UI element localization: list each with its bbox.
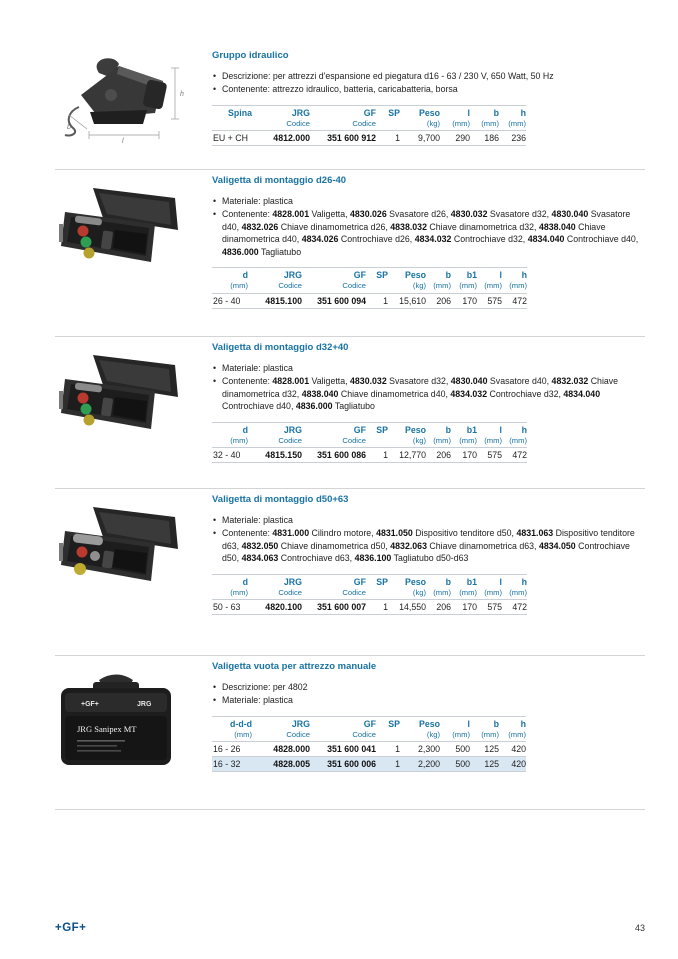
table-cell: 125 xyxy=(484,759,499,770)
column-header: SP xyxy=(376,576,388,587)
bullet-item xyxy=(212,195,645,207)
column-header: Peso (kg) xyxy=(404,576,426,597)
table-row xyxy=(212,600,527,615)
section-valigetta-vuota xyxy=(55,656,645,809)
table-cell: 575 xyxy=(487,602,502,613)
table-cell: 32 - 40 xyxy=(213,450,241,461)
table-row xyxy=(212,293,527,308)
bullet-text: Contenente: 4828.001 Valigetta, 4830.026 Svasatore d26, 4830.032 Svasatore d32, 4830.040 Svasatore d40, 4832.026 Chiave dinamometrica d26, 4838.032 Chiave dinamometrica d32, 4838.040 Chiave dinamometrica d40, 4834.026 Controchiave d26, 4834.032 Controchiave d32, 4834.040 Controchiave d40, 4836.000 Tagliatubo xyxy=(222,209,639,257)
product-title: Valigetta di montaggio d32+40 xyxy=(212,342,349,353)
table-cell: 16 - 26 xyxy=(213,744,241,755)
table-row xyxy=(212,131,526,146)
column-header: d (mm) xyxy=(230,576,248,597)
table-cell: 26 - 40 xyxy=(213,295,241,306)
product-title: Gruppo idraulico xyxy=(212,50,289,61)
column-header: GF Codice xyxy=(352,718,376,739)
table-cell: 351 600 912 xyxy=(327,133,376,144)
column-header: SP xyxy=(388,718,400,729)
product-details xyxy=(212,656,645,809)
column-header: l (mm) xyxy=(452,107,470,128)
table-cell: 4828.000 xyxy=(273,744,310,755)
table-cell: 2,200 xyxy=(417,759,440,770)
bullet-text: Materiale: plastica xyxy=(222,695,293,706)
table-cell: 170 xyxy=(462,450,477,461)
product-bullets xyxy=(212,681,645,707)
bullet-text: Contenente: 4831.000 Cilindro motore, 4831.050 Dispositivo tenditore d50, 4831.063 Dispositivo tenditore d63, 4832.050 Chiave dinamometrica d50, 4832.063 Chiave dinamometrica d63, 4834.050 Controchiave d50, 4834.063 Controchiave d63, 4836.100 Tagliatubo d50-d63 xyxy=(222,528,635,564)
table-cell: 575 xyxy=(487,450,502,461)
column-header: b (mm) xyxy=(481,107,499,128)
page-number: 43 xyxy=(634,923,645,933)
product-bullets xyxy=(212,70,645,96)
table-cell: 351 600 006 xyxy=(327,759,376,770)
table-cell: 1 xyxy=(383,450,388,461)
table-cell: 290 xyxy=(455,133,470,144)
bullet-text: Materiale: plastica xyxy=(222,196,293,206)
table-cell: 351 600 041 xyxy=(327,744,376,755)
table-cell: 9,700 xyxy=(417,133,440,144)
open-toolcase-image xyxy=(59,184,183,266)
table-cell: 4812.000 xyxy=(273,133,310,144)
table-cell: 351 600 086 xyxy=(317,450,366,461)
dimension-label-b: b xyxy=(67,124,71,131)
bullet-item xyxy=(212,375,645,412)
column-header: d (mm) xyxy=(230,270,248,291)
column-header: JRG Codice xyxy=(278,424,302,445)
table-cell: 186 xyxy=(484,133,499,144)
column-header: d (mm) xyxy=(230,424,248,445)
product-image-column xyxy=(55,337,212,488)
product-image-column xyxy=(55,45,212,169)
table-cell: 1 xyxy=(395,759,400,770)
bullet-item xyxy=(212,208,645,258)
hydraulic-tool-image xyxy=(59,51,191,145)
column-header: b (mm) xyxy=(433,576,451,597)
column-header: b (mm) xyxy=(481,718,499,739)
open-toolcase-image xyxy=(59,351,183,433)
column-header: Peso (kg) xyxy=(418,107,440,128)
table-cell: 206 xyxy=(436,450,451,461)
product-title: Valigetta vuota per attrezzo manuale xyxy=(212,661,377,672)
column-header: GF Codice xyxy=(342,576,366,597)
column-header: h (mm) xyxy=(509,424,527,445)
bullet-item xyxy=(212,83,645,95)
column-header: h (mm) xyxy=(508,107,526,128)
column-header: b1 (mm) xyxy=(459,424,477,445)
bullet-text: Contenente: 4828.001 Valigetta, 4830.032 Svasatore d32, 4830.040 Svasatore d40, 4832.032 Chiave dinamometrica d32, 4838.040 Chiave dinamometrica d40, 4834.032 Controchiave d32, 4834.040 Controchiave d40, 4836.000 Tagliatubo xyxy=(222,376,619,412)
product-title: Valigetta di montaggio d26-40 xyxy=(212,175,347,186)
table-cell: 351 600 094 xyxy=(317,295,366,306)
product-details xyxy=(212,489,645,655)
bullet-item xyxy=(212,514,645,526)
column-header: SP xyxy=(376,424,388,435)
column-header: l (mm) xyxy=(484,576,502,597)
column-header: h (mm) xyxy=(509,576,527,597)
bullet-text: Materiale: plastica xyxy=(222,515,293,525)
table-cell: 16 - 32 xyxy=(213,759,241,770)
table-cell: 2,300 xyxy=(417,744,440,755)
column-header: d-d-d (mm) xyxy=(230,718,252,739)
product-details xyxy=(212,45,645,169)
column-header: GF Codice xyxy=(342,270,366,291)
product-image-column xyxy=(55,170,212,336)
bullet-item xyxy=(212,362,645,374)
section-valigetta-d26-40 xyxy=(55,170,645,336)
product-image-column xyxy=(55,656,212,809)
column-header: l (mm) xyxy=(452,718,470,739)
bullet-text: Descrizione: per attrezzi d'espansione ed piegatura d16 - 63 / 230 V, 650 Watt, 50 Hz xyxy=(222,71,554,81)
bullet-item xyxy=(212,527,645,564)
product-spec-table xyxy=(212,267,527,308)
column-header: Peso (kg) xyxy=(418,718,440,739)
table-cell: 206 xyxy=(436,295,451,306)
bullet-item xyxy=(212,694,645,706)
open-toolcase-image xyxy=(59,503,183,585)
section-valigetta-d32-40 xyxy=(55,337,645,488)
section-divider xyxy=(55,809,645,810)
table-cell: 12,770 xyxy=(399,450,426,461)
table-cell: 472 xyxy=(512,295,527,306)
table-cell: 236 xyxy=(511,133,526,144)
table-cell: 472 xyxy=(512,450,527,461)
bullet-item xyxy=(212,70,645,82)
table-cell: 4820.100 xyxy=(265,602,302,613)
column-header: Peso (kg) xyxy=(404,424,426,445)
dimension-label-h: h xyxy=(180,91,184,98)
table-cell: 1 xyxy=(395,744,400,755)
column-header: GF Codice xyxy=(352,107,376,128)
case-brand-text: +GF+ xyxy=(81,701,99,708)
table-row xyxy=(212,757,526,772)
bullet-text: Descrizione: per 4802 xyxy=(222,682,308,692)
column-header: Peso (kg) xyxy=(404,270,426,291)
table-row xyxy=(212,742,526,757)
closed-toolcase-image xyxy=(57,666,175,768)
column-header: Spina xyxy=(228,107,252,118)
table-cell: 575 xyxy=(487,295,502,306)
table-cell: 500 xyxy=(455,759,470,770)
gf-logo: +GF+ xyxy=(55,922,87,934)
bullet-text: Contenente: attrezzo idraulico, batteria, caricabatteria, borsa xyxy=(222,84,458,95)
column-header: JRG Codice xyxy=(278,270,302,291)
column-header: GF Codice xyxy=(342,424,366,445)
table-cell: 420 xyxy=(511,759,526,770)
product-details xyxy=(212,337,645,488)
table-cell: 351 600 007 xyxy=(317,602,366,613)
table-cell: 125 xyxy=(484,744,499,755)
table-cell: 420 xyxy=(511,744,526,755)
section-gruppo-idraulico xyxy=(55,45,645,169)
page-footer xyxy=(55,922,645,934)
product-spec-table xyxy=(212,716,526,772)
column-header: b1 (mm) xyxy=(459,576,477,597)
section-valigetta-d50-63 xyxy=(55,489,645,655)
table-cell: EU + CH xyxy=(213,133,248,144)
column-header: b (mm) xyxy=(433,424,451,445)
table-cell: 50 - 63 xyxy=(213,602,241,613)
product-bullets xyxy=(212,362,645,413)
column-header: l (mm) xyxy=(484,270,502,291)
table-cell: 170 xyxy=(462,295,477,306)
table-cell: 500 xyxy=(455,744,470,755)
dimension-label-l: l xyxy=(122,138,124,145)
product-bullets xyxy=(212,195,645,258)
bullet-item xyxy=(212,681,645,693)
case-brand2-text: JRG xyxy=(137,701,152,708)
bullet-text: Materiale: plastica xyxy=(222,363,293,373)
table-cell: 15,610 xyxy=(399,295,426,306)
column-header: JRG Codice xyxy=(278,576,302,597)
table-cell: 4815.100 xyxy=(265,295,302,306)
table-cell: 1 xyxy=(383,602,388,613)
table-cell: 14,550 xyxy=(399,602,426,613)
table-row xyxy=(212,448,527,463)
product-spec-table xyxy=(212,422,527,463)
column-header: b1 (mm) xyxy=(459,270,477,291)
table-cell: 170 xyxy=(462,602,477,613)
case-label-text: JRG Sanipex MT xyxy=(77,724,137,734)
column-header: l (mm) xyxy=(484,424,502,445)
table-cell: 1 xyxy=(395,133,400,144)
column-header: SP xyxy=(376,270,388,281)
table-cell: 4828.005 xyxy=(273,759,310,770)
column-header: h (mm) xyxy=(509,270,527,291)
table-cell: 4815.150 xyxy=(265,450,302,461)
table-cell: 472 xyxy=(512,602,527,613)
table-cell: 206 xyxy=(436,602,451,613)
column-header: SP xyxy=(388,107,400,118)
column-header: JRG Codice xyxy=(286,718,310,739)
table-cell: 1 xyxy=(383,295,388,306)
product-image-column xyxy=(55,489,212,655)
product-spec-table xyxy=(212,105,526,146)
column-header: JRG Codice xyxy=(286,107,310,128)
product-details xyxy=(212,170,645,336)
product-spec-table xyxy=(212,574,527,615)
product-bullets xyxy=(212,514,645,565)
column-header: b (mm) xyxy=(433,270,451,291)
column-header: h (mm) xyxy=(508,718,526,739)
product-title: Valigetta di montaggio d50+63 xyxy=(212,494,349,505)
